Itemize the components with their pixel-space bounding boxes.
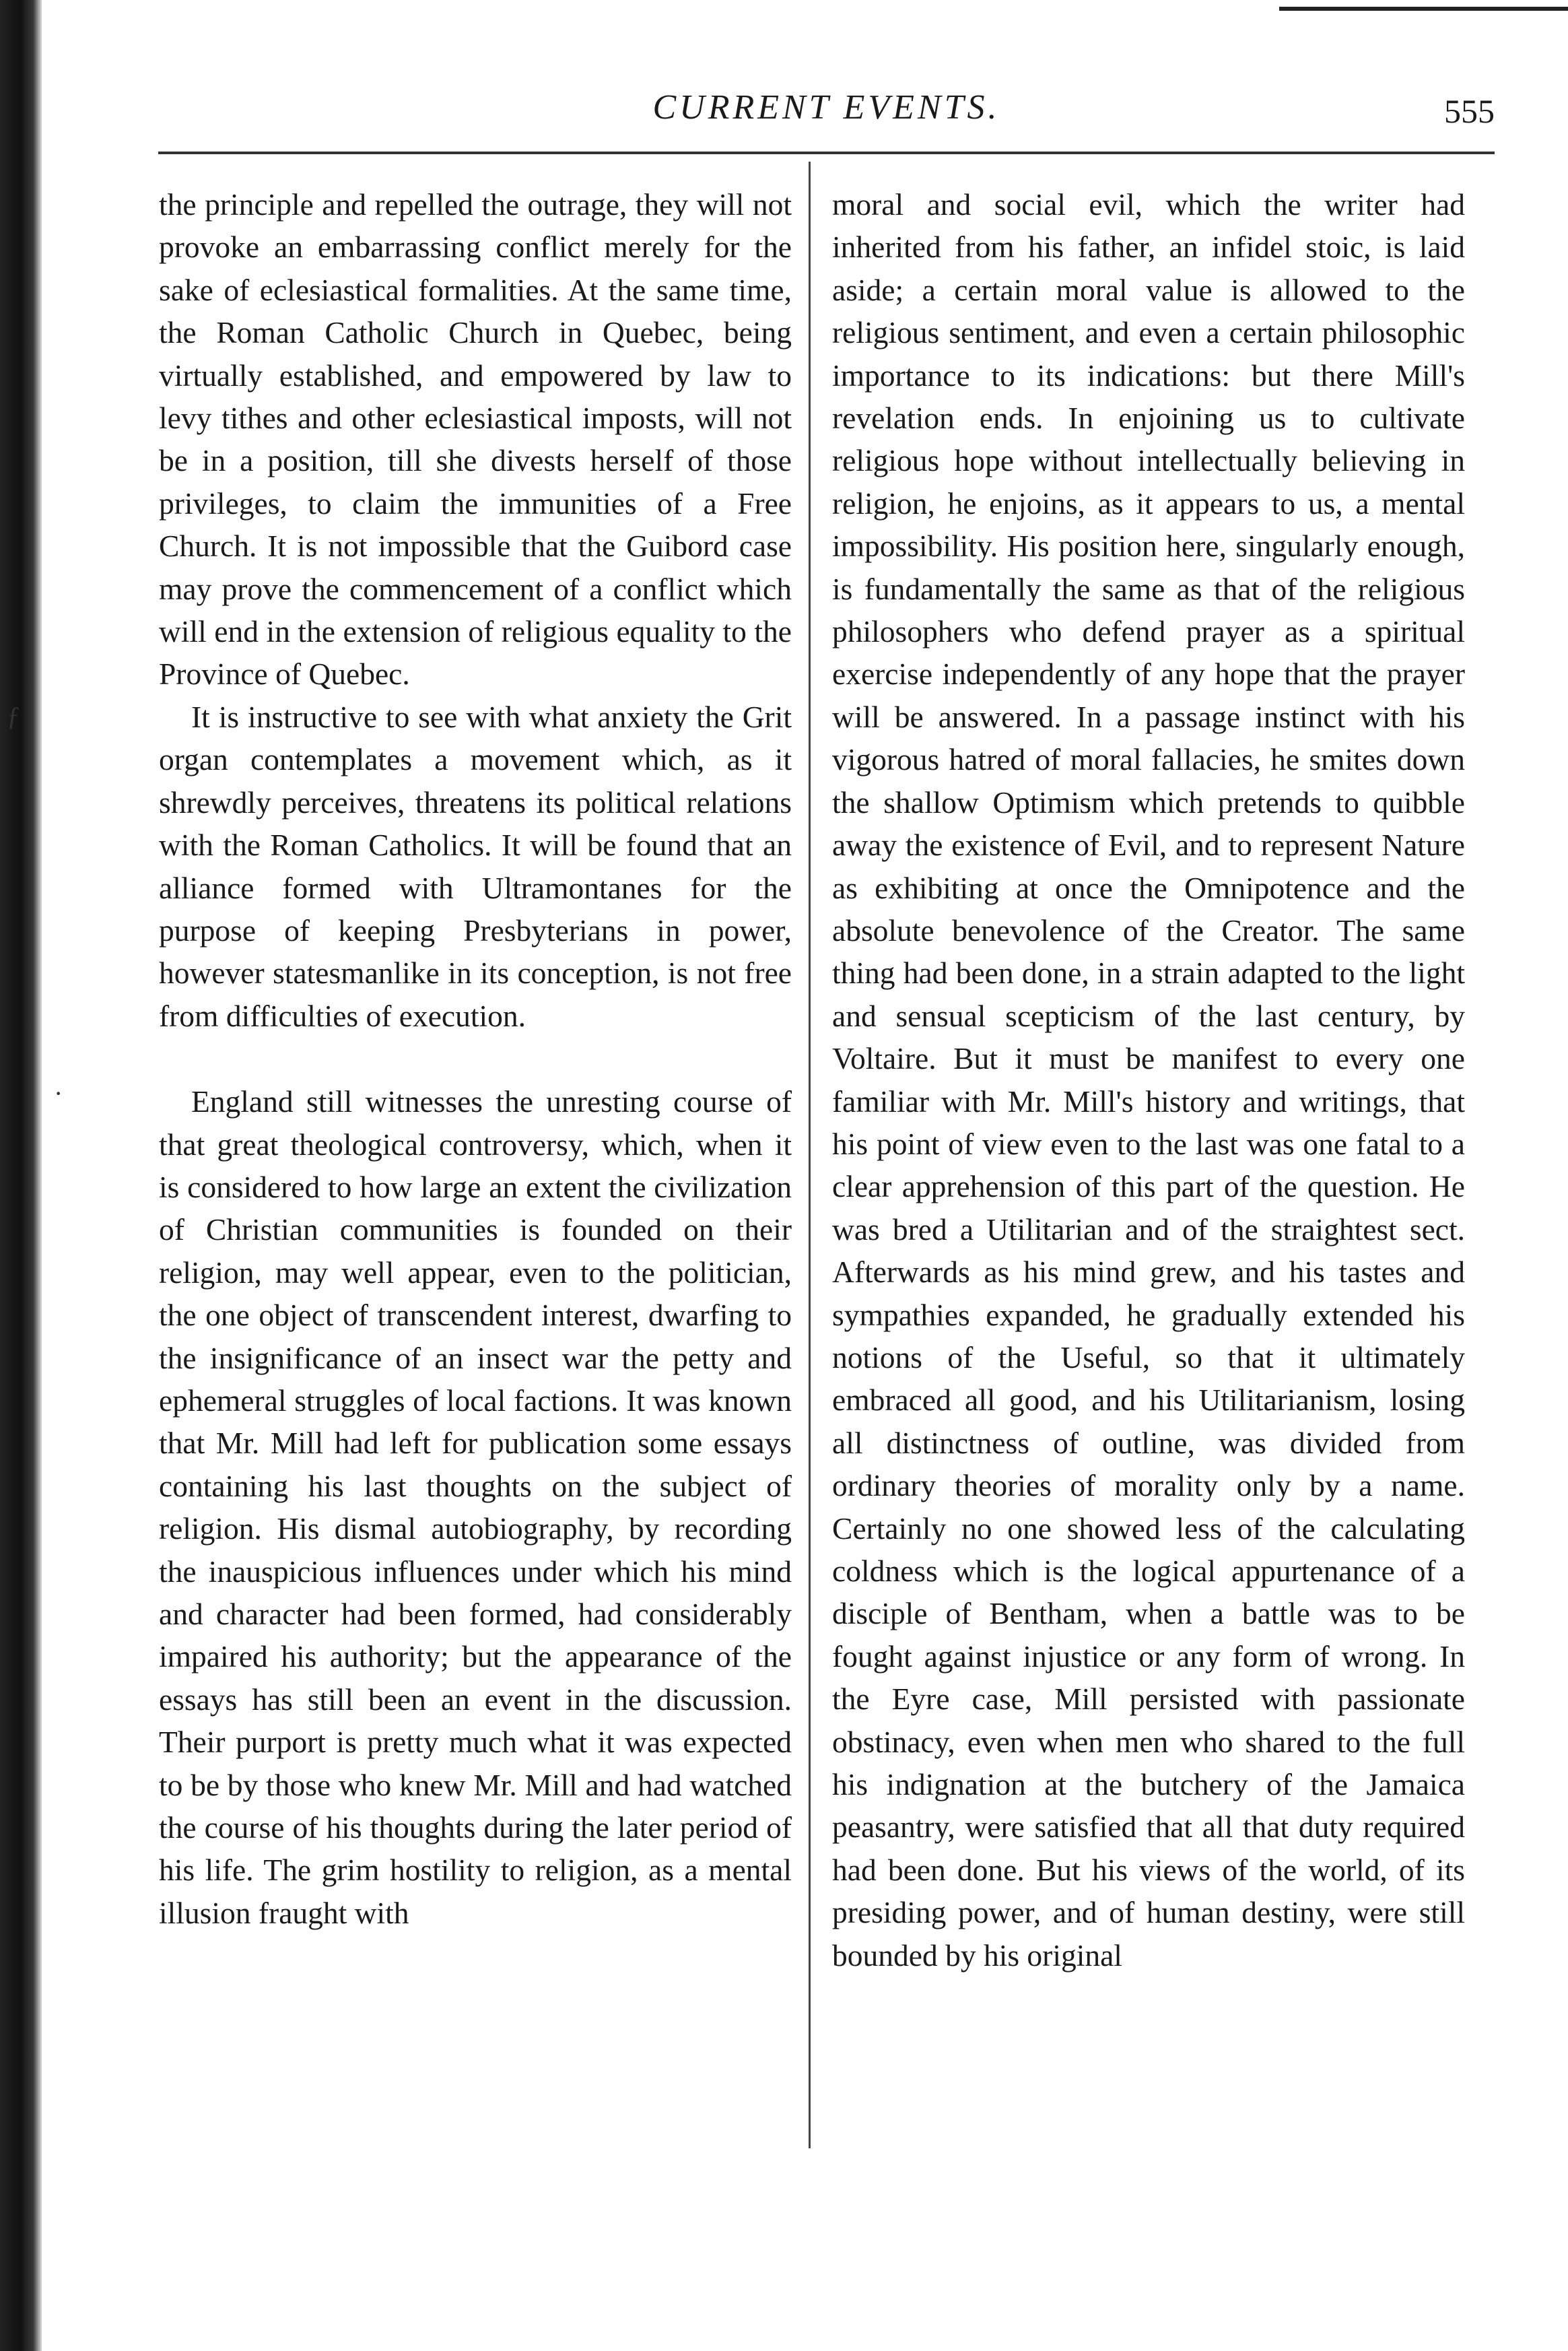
- page-header: [158, 88, 1495, 141]
- margin-mark: ƒ: [7, 701, 20, 731]
- page-number: 555: [1444, 92, 1495, 130]
- top-edge-rule: [1279, 7, 1568, 11]
- left-paragraph-1: the principle and repelled the outrage, they will not provoke an embarrassing conflict merely for the sake of eclesiastical formalities. At the same time, the Roman Catholic Church in Quebec, being virtually established, and empowered by law to levy tithes and other eclesiastical imposts, will not be in a position, till she divests herself of those privileges, to claim the immunities of a Free Church. It is not impossible that the Guibord case may prove the commencement of a conflict which will end in the extension of religious equality to the Province of Quebec.: [159, 187, 792, 692]
- left-column: [159, 183, 792, 1934]
- section-gap: [159, 1037, 792, 1080]
- running-head: CURRENT EVENTS.: [652, 88, 1000, 127]
- left-paragraph-2: It is instructive to see with what anxiety the Grit organ contemplates a movement which, as it shrewdly perceives, threatens its political relations with the Roman Catholics. It will be found that an alliance formed with Ultramontanes for the purpose of keeping Presbyterians in power, however statesmanlike in its conception, is not free from difficulties of execution.: [159, 699, 792, 1033]
- right-column: [832, 183, 1465, 1977]
- margin-mark: ·: [54, 1078, 63, 1108]
- left-paragraph-3: England still witnesses the unresting course of that great theological controversy, which, when it is considered to how large an extent the civilization of Christian communities is founded on their religion, may well appear, even to the politician, the one object of transcendent interest, dwarfing to the insignificance of an insect war the petty and ephemeral struggles of local factions. It was known that Mr. Mill had left for publication some essays containing his last thoughts on the subject of religion. His dismal autobiography, by recording the inauspicious influences under which his mind and character had been formed, had considerably impaired his authority; but the appearance of the essays has still been an event in the discussion. Their purport is pretty much what it was expected to be by those who knew Mr. Mill and had watched the course of his thoughts during the later period of his life. The grim hostility to religion, as a mental illusion fraught with: [159, 1084, 792, 1930]
- right-paragraph-1: moral and social evil, which the writer had inherited from his father, an infidel stoic, is laid aside; a certain moral value is allowed to the religious sentiment, and even a certain philosophic importance to its indications: but there Mill's revelation ends. In enjoining us to cultivate religious hope without intellectually believing in religion, he enjoins, as it appears to us, a mental impossibility. His position here, singularly enough, is fundamentally the same as that of the religious philosophers who defend prayer as a spiritual exercise independently of any hope that the prayer will be answered. In a passage instinct with his vigorous hatred of moral fallacies, he smites down the shallow Optimism which pretends to quibble away the existence of Evil, and to represent Nature as exhibiting at once the Omnipotence and the absolute benevolence of the Creator. The same thing had been done, in a strain adapted to the light and sensual scepticism of the last century, by Voltaire. But it must be manifest to every one familiar with Mr. Mill's history and writings, that his point of view even to the last was one fatal to a clear apprehension of this part of the question. He was bred a Utilitarian and of the straightest sect. Afterwards as his mind grew, and his tastes and sympathies expanded, he gradually extended his notions of the Useful, so that it ultimately embraced all good, and his Utilitarianism, losing all distinctness of outline, was divided from ordinary theories of morality only by a name. Certainly no one showed less of the calculating coldness which is the logical appurtenance of a disciple of Bentham, when a battle was to be fought against injustice or any form of wrong. In the Eyre case, Mill persisted with passionate obstinacy, even when men who shared to the full his indignation at the butchery of the Jamaica peasantry, were satisfied that all that duty required had been done. But his views of the world, of its presiding power, and of human destiny, were still bounded by his original: [832, 187, 1465, 1973]
- column-rule: [809, 162, 811, 2148]
- header-rule: [158, 152, 1495, 154]
- binding-edge: [0, 0, 42, 2351]
